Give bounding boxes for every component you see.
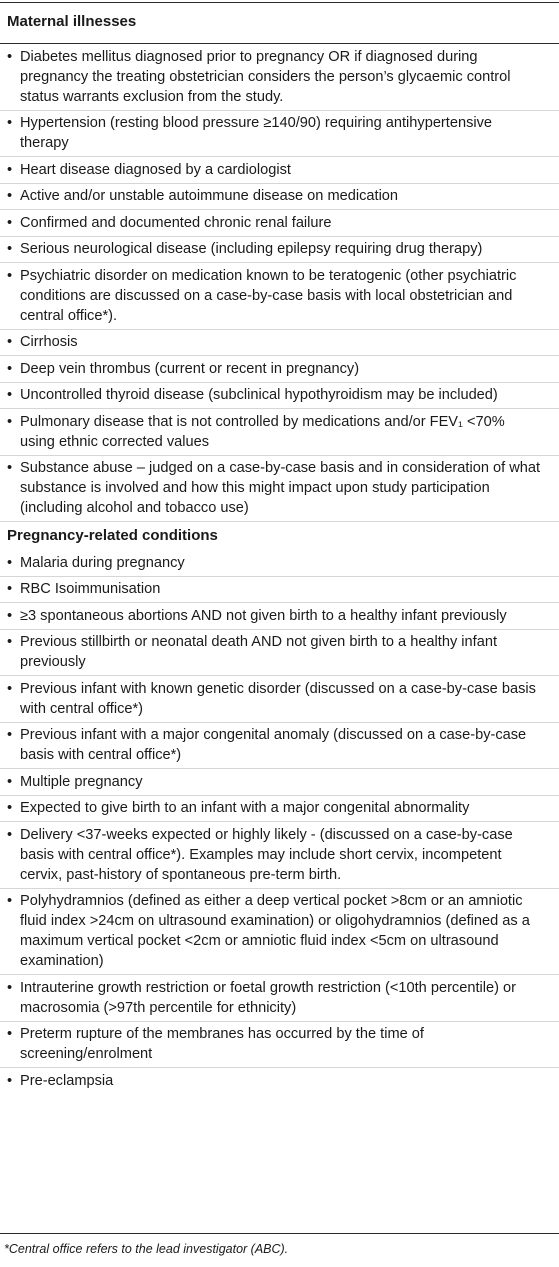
item-text: Preterm rupture of the membranes has occurred by the time of screening/enrolment [20,1026,424,1062]
item-text: Deep vein thrombus (current or recent in pregnancy) [20,360,360,377]
list-item [0,330,559,357]
maternal-illnesses-list [0,44,559,522]
item-text: Pre-eclampsia [20,1072,114,1089]
item-text: Diabetes mellitus diagnosed prior to pregnancy OR if diagnosed during pregnancy the treating obstetrician considers the person’s glycaemic control status warrants exclusion from the study. [20,48,511,105]
list-item [0,1068,559,1094]
item-text: Heart disease diagnosed by a cardiologist [20,161,291,178]
bullet-icon: • [7,979,13,996]
list-item [0,210,559,237]
bullet-icon: • [7,554,13,571]
list-item [0,383,559,410]
bullet-icon: • [7,800,13,816]
bullet-icon: • [7,581,13,597]
bullet-icon: • [7,1072,13,1089]
item-text: Intrauterine growth restriction or foetal growth restriction (<10th percentile) or macrosomia (>97th percentile for ethnicity) [20,979,517,1016]
list-item [0,796,559,823]
bullet-icon: • [7,387,13,403]
list-item [0,1022,559,1069]
bullet-icon: • [7,48,13,65]
item-text: Previous infant with known genetic disorder (discussed on a case-by-case basis with central office*) [20,680,536,717]
list-item [0,237,559,264]
list-item [0,263,559,330]
bullet-icon: • [7,460,13,476]
list-item [0,889,559,976]
item-text: Confirmed and documented chronic renal failure [20,214,332,231]
item-text: Serious neurological disease (including epilepsy requiring drug therapy) [20,241,483,257]
list-item [0,550,559,577]
item-text: Pulmonary disease that is not controlled by medications and/or FEV₁ <70% using ethnic corrected values [20,413,505,450]
table-top-rule [0,2,559,3]
list-item [0,356,559,383]
section-title-pregnancy: Pregnancy-related conditions [7,527,218,544]
item-text: Expected to give birth to an infant with a major congenital abnormality [20,800,470,816]
item-text: Delivery <37-weeks expected or highly likely - (discussed on a case-by-case basis with central office*). Examples may include short cervix, incompetent cervix, past-history of spontaneous pre-term birth. [20,826,513,883]
pregnancy-conditions-list [0,550,559,1094]
bullet-icon: • [7,214,13,231]
list-item [0,975,559,1022]
list-item [0,409,559,456]
list-item [0,111,559,158]
item-text: Uncontrolled thyroid disease (subclinical hypothyroidism may be included) [20,387,498,403]
list-item [0,456,559,523]
bullet-icon: • [7,267,13,284]
list-item [0,822,559,889]
bullet-icon: • [7,826,13,843]
bullet-icon: • [7,1026,13,1042]
item-text: Polyhydramnios (defined as either a deep vertical pocket >8cm or an amniotic fluid index >24cm on ultrasound examination) or oligohydramnios (defined as a maximum vertical pocket <2cm or amniotic fluid index <5cm on ultrasound examination) [20,893,530,969]
item-text: Active and/or unstable autoimmune disease on medication [20,188,399,204]
bullet-icon: • [7,893,13,909]
bullet-icon: • [7,360,13,377]
list-item [0,630,559,677]
bullet-icon: • [7,680,13,697]
item-text: ≥3 spontaneous abortions AND not given birth to a healthy infant previously [20,607,507,624]
bullet-icon: • [7,115,13,131]
item-text: Multiple pregnancy [20,773,143,790]
list-item [0,769,559,796]
item-text: Previous stillbirth or neonatal death AND not given birth to a healthy infant previously [20,634,498,670]
item-text: Previous infant with a major congenital anomaly (discussed on a case-by-case basis with central office*) [20,727,527,763]
table-header: Maternal illnesses [7,13,137,30]
bullet-icon: • [7,413,13,430]
list-item [0,603,559,630]
list-item [0,44,559,111]
bullet-icon: • [7,607,13,624]
list-item [0,676,559,723]
list-item [0,577,559,604]
bullet-icon: • [7,773,13,790]
bullet-icon: • [7,188,13,204]
bullet-icon: • [7,634,13,650]
list-item [0,184,559,211]
bullet-icon: • [7,334,13,350]
item-text: Hypertension (resting blood pressure ≥140/90) requiring antihypertensive therapy [20,115,493,151]
bullet-icon: • [7,161,13,178]
item-text: Cirrhosis [20,334,78,350]
item-text: Substance abuse – judged on a case-by-case basis and in consideration of what substance is involved and how this might impact upon study participation (including alcohol and tobacco use) [20,460,541,516]
list-item [0,723,559,770]
item-text: Malaria during pregnancy [20,554,185,571]
item-text: RBC Isoimmunisation [20,581,161,597]
footnote: *Central office refers to the lead investigator (ABC). [4,1242,289,1256]
table-bottom-rule [0,1233,559,1234]
item-text: Psychiatric disorder on medication known to be teratogenic (other psychiatric conditions are discussed on a case-by-case basis with local obstetrician and central office*). [20,267,517,324]
list-item [0,157,559,184]
bullet-icon: • [7,727,13,743]
bullet-icon: • [7,241,13,257]
criteria-list [0,44,559,1094]
